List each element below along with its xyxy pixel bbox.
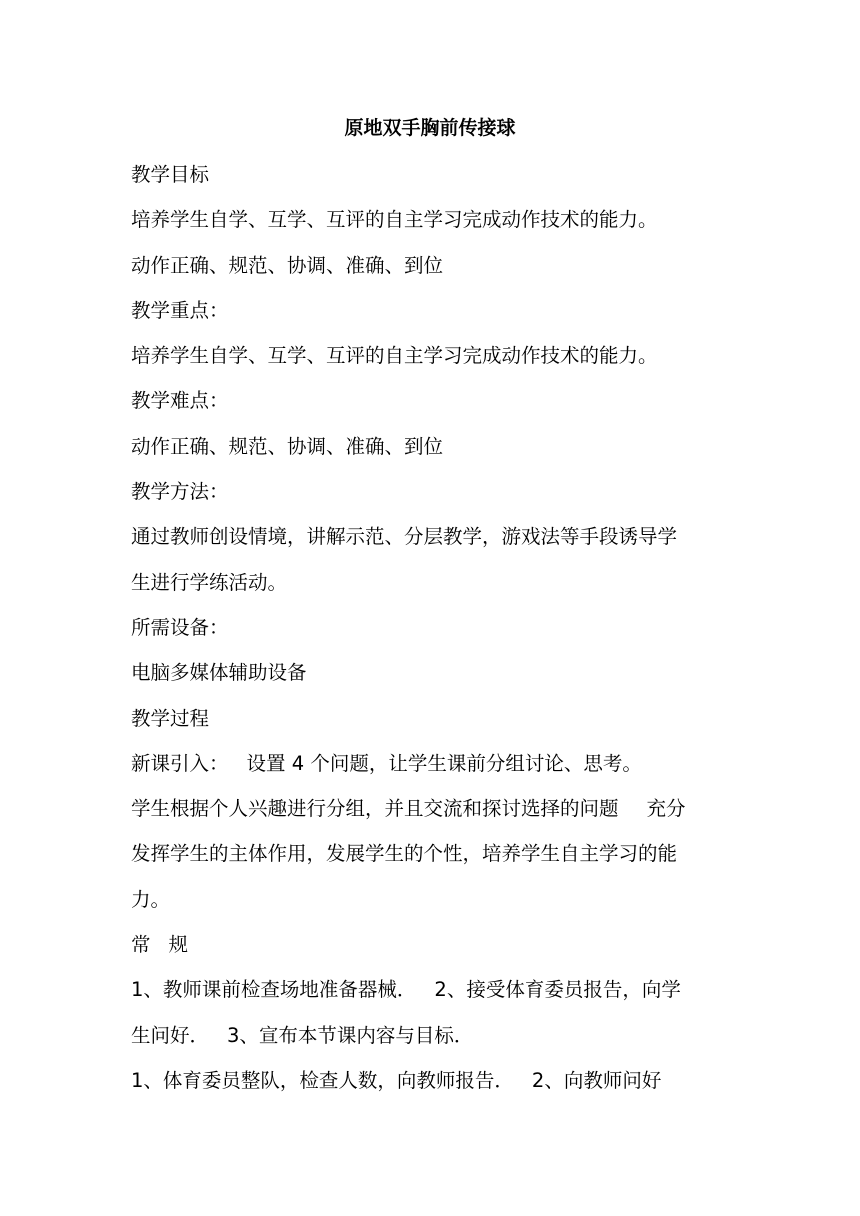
routine-item-3: 3、宣布本节课内容与目标． — [227, 1023, 474, 1047]
grouping-text-a: 学生根据个人兴趣进行分组，并且交流和探讨选择的问题 — [131, 797, 619, 821]
student-item-1: 1、体育委员整队，检查人数，向教师报告． — [131, 1068, 514, 1092]
heading-methods: 教学方法： — [131, 480, 229, 504]
grouping-line-3: 力。 — [131, 887, 171, 911]
grouping-line-2: 发挥学生的主体作用，发展学生的个性，培养学生自主学习的能 — [131, 842, 678, 866]
goal-line-1: 培养学生自学、互学、互评的自主学习完成动作技术的能力。 — [131, 208, 658, 232]
goal-line-2: 动作正确、规范、协调、准确、到位 — [131, 253, 444, 277]
key-points-line: 培养学生自学、互学、互评的自主学习完成动作技术的能力。 — [131, 344, 658, 368]
routine-item-2: 2、接受体育委员报告，向学 — [434, 978, 681, 1002]
heading-equipment: 所需设备： — [131, 615, 229, 639]
difficulties-line: 动作正确、规范、协调、准确、到位 — [131, 434, 444, 458]
methods-line-1: 通过教师创设情境，讲解示范、分层教学，游戏法等手段诱导学 — [131, 525, 678, 549]
routine-item-1: 1、教师课前检查场地准备器械． — [131, 978, 417, 1002]
grouping-line-1 — [131, 786, 736, 831]
grouping-text-b: 充分 — [646, 797, 686, 821]
routine-line-2 — [131, 1013, 736, 1058]
heading-routine — [131, 922, 736, 967]
routine-item-2-cont: 生问好． — [131, 1023, 210, 1047]
intro-line — [131, 741, 736, 786]
heading-key-points: 教学重点： — [131, 298, 229, 322]
methods-line-2: 生进行学练活动。 — [131, 570, 288, 594]
heading-difficulties: 教学难点： — [131, 389, 229, 413]
intro-text: 设置 4 个问题，让学生课前分组讨论、思考。 — [246, 751, 642, 775]
routine-line-3 — [131, 1058, 736, 1103]
routine-char-1: 常 — [131, 933, 151, 957]
intro-label: 新课引入： — [131, 751, 229, 775]
routine-char-2: 规 — [168, 933, 189, 957]
heading-process: 教学过程 — [131, 706, 210, 730]
equipment-line: 电脑多媒体辅助设备 — [131, 661, 307, 685]
document-title: 原地双手胸前传接球 — [344, 117, 516, 139]
heading-teaching-goals: 教学目标 — [131, 163, 210, 186]
student-item-2: 2、向教师问好 — [531, 1068, 662, 1092]
routine-line-1 — [131, 967, 736, 1012]
document-body — [131, 152, 736, 1103]
